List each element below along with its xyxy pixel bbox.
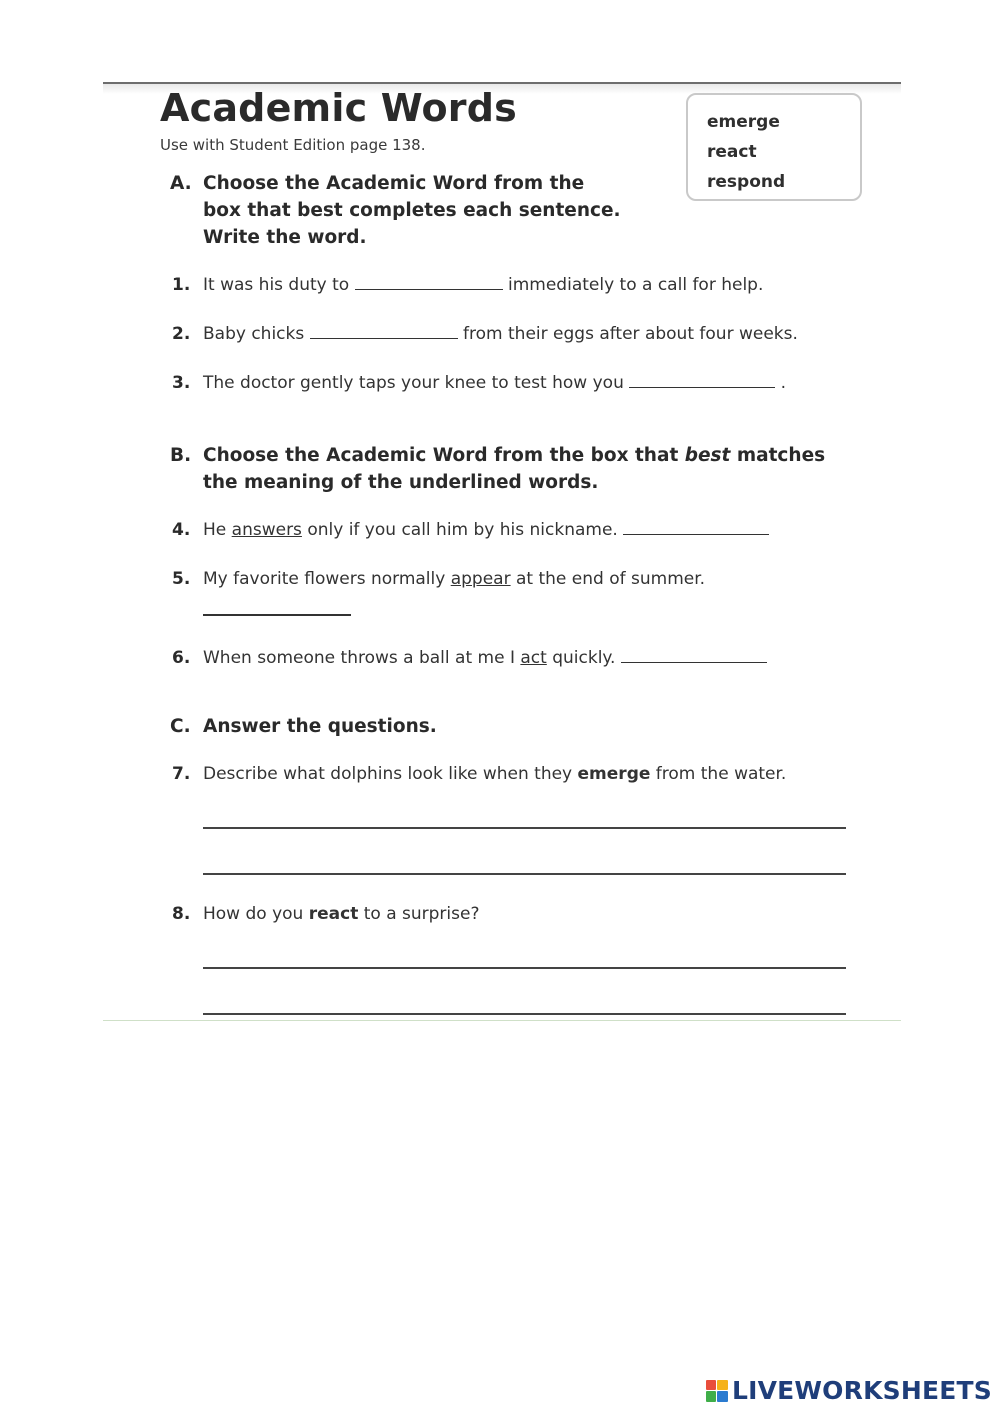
underlined-word: answers [231, 520, 302, 540]
underlined-word: appear [450, 569, 511, 589]
answer-blank[interactable] [310, 324, 458, 339]
bold-word: react [308, 904, 359, 924]
bottom-rule [103, 1020, 901, 1021]
question-text: My favorite flowers normally [203, 569, 451, 589]
question-text: . [780, 373, 787, 393]
question-number: 6. [172, 648, 191, 668]
page-title: Academic Words [160, 86, 517, 130]
section-letter: C. [170, 716, 191, 737]
bold-word: emerge [577, 764, 651, 784]
word-box [686, 93, 862, 201]
question-text: from their eggs after about four weeks. [463, 324, 798, 344]
question-text: Describe what dolphins look like when they [203, 764, 578, 784]
answer-blank[interactable] [355, 275, 503, 290]
section-b-line: the meaning of the underlined words. [203, 472, 599, 493]
section-a-line: Choose the Academic Word from the [203, 173, 585, 194]
answer-line[interactable] [203, 827, 846, 829]
question-number: 8. [172, 904, 191, 924]
section-letter: A. [170, 173, 192, 194]
word-box-item: emerge [707, 112, 780, 132]
question-text: It was his duty to [203, 275, 350, 295]
word-box-item: react [707, 142, 757, 162]
liveworksheets-brand [706, 1376, 992, 1405]
section-letter: B. [170, 445, 192, 466]
liveworksheets-logo-icon [706, 1380, 728, 1402]
question-text: He [203, 520, 232, 540]
section-b-emphasis: best [684, 445, 731, 466]
question-text: quickly. [546, 648, 616, 668]
answer-blank[interactable] [629, 373, 775, 388]
answer-line[interactable] [203, 873, 846, 875]
question-text: The doctor gently taps your knee to test how you [203, 373, 624, 393]
answer-blank[interactable] [203, 614, 351, 616]
question-text: How do you [203, 904, 309, 924]
answer-blank[interactable] [623, 520, 769, 535]
question-number: 3. [172, 373, 191, 393]
question-text: Baby chicks [203, 324, 305, 344]
section-b-text: Choose the Academic Word from the box that [203, 445, 685, 466]
question-number: 4. [172, 520, 191, 540]
section-a-line: Write the word. [203, 227, 367, 248]
question-text: at the end of summer. [510, 569, 706, 589]
page-subtitle: Use with Student Edition page 138. [160, 136, 426, 154]
answer-blank[interactable] [621, 648, 767, 663]
question-number: 2. [172, 324, 191, 344]
question-number: 5. [172, 569, 191, 589]
section-b-text: matches [730, 445, 826, 466]
question-text: immediately to a call for help. [508, 275, 764, 295]
word-box-item: respond [707, 172, 786, 192]
answer-line[interactable] [203, 1013, 846, 1015]
answer-line[interactable] [203, 967, 846, 969]
question-text: to a surprise? [358, 904, 480, 924]
question-number: 1. [172, 275, 191, 295]
section-c-text: Answer the questions. [203, 716, 437, 737]
question-text: from the water. [650, 764, 787, 784]
underlined-word: act [520, 648, 547, 668]
question-number: 7. [172, 764, 191, 784]
question-text: only if you call him by his nickname. [301, 520, 618, 540]
brand-name: LIVEWORKSHEETS [731, 1376, 992, 1405]
question-text: When someone throws a ball at me I [203, 648, 521, 668]
section-a-line: box that best completes each sentence. [203, 200, 621, 221]
